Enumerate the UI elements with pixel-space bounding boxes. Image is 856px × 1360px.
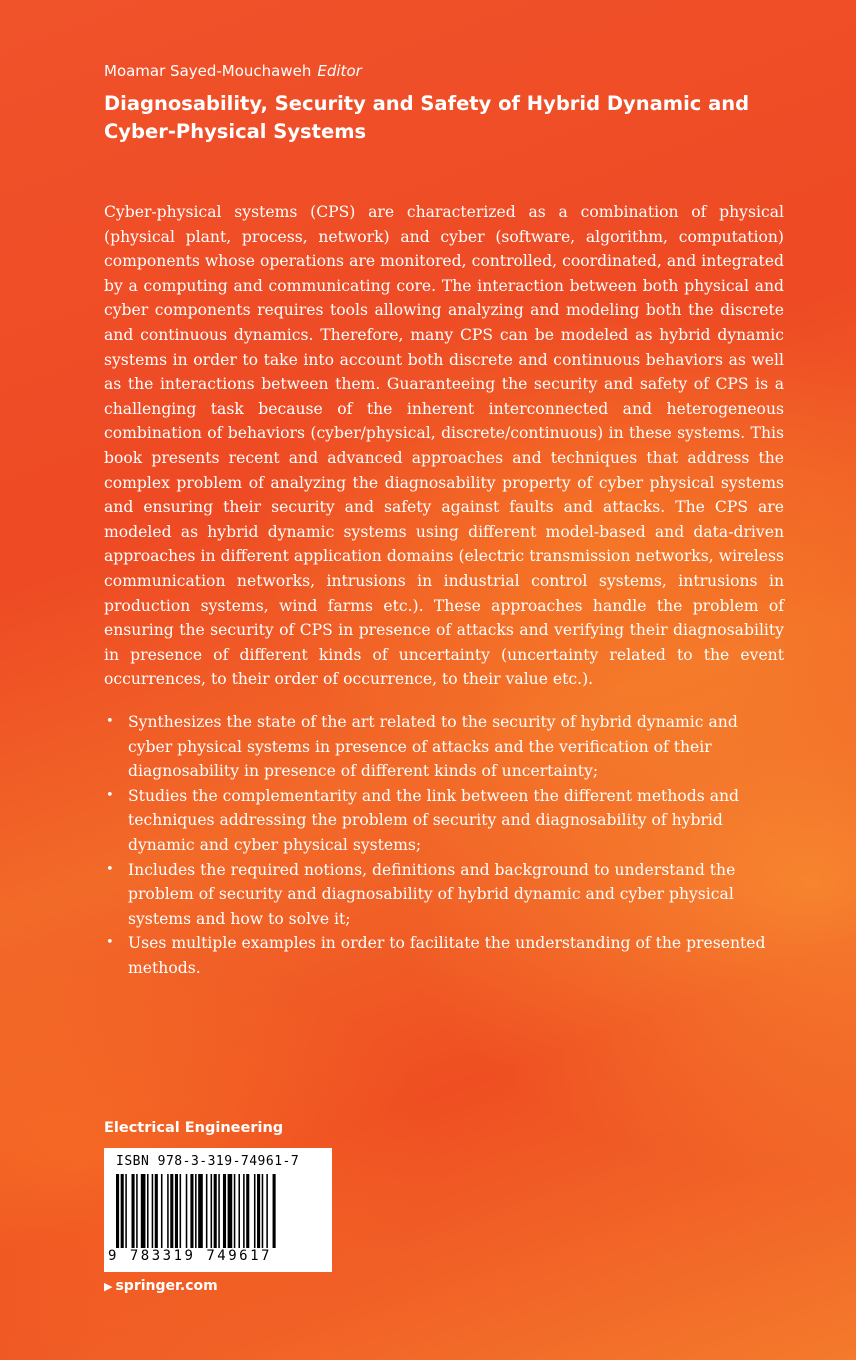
list-item	[104, 784, 784, 858]
barcode-bar	[243, 1174, 245, 1248]
editor-line	[104, 62, 362, 80]
barcode-bar	[147, 1174, 149, 1248]
list-item	[104, 858, 784, 932]
barcode-bar	[246, 1174, 249, 1248]
list-item-text: Synthesizes the state of the art related to the security of hybrid dynamic and cyber physical systems in presence of attacks and the verification of their diagnosability in presence of different kinds of uncertainty;	[128, 713, 738, 781]
list-item-text: Studies the complementarity and the link between the different methods and techniques addressing the problem of security and diagnosability of hybrid dynamic and cyber physical systems;	[128, 786, 740, 854]
barcode-bar	[257, 1174, 260, 1248]
barcode-bar	[262, 1174, 264, 1248]
barcode-bar	[155, 1174, 158, 1248]
barcode-bar	[228, 1174, 233, 1248]
barcode-bar	[121, 1174, 124, 1248]
list-item	[104, 931, 784, 980]
bullet-icon: •	[106, 861, 114, 877]
barcode-bar	[186, 1174, 188, 1248]
barcode-bar	[238, 1174, 240, 1248]
barcode-bar	[234, 1174, 236, 1248]
feature-list	[104, 710, 784, 981]
barcode-bar	[190, 1174, 193, 1248]
list-item	[104, 710, 784, 784]
editor-role: Editor	[317, 62, 362, 80]
barcode-bar	[214, 1174, 217, 1248]
barcode-bar	[167, 1174, 169, 1248]
book-title: Diagnosability, Security and Safety of Hybrid Dynamic and Cyber-Physical Systems	[104, 92, 750, 143]
barcode-bar	[254, 1174, 256, 1248]
barcode-bar	[211, 1174, 213, 1248]
barcode-digits: 9 783319 749617	[108, 1248, 272, 1264]
barcode-bar	[141, 1174, 146, 1248]
arrow-right-icon: ▶	[104, 1280, 113, 1293]
editor-name: Moamar Sayed-Mouchaweh	[104, 62, 312, 80]
barcode-bar	[175, 1174, 178, 1248]
barcode-bars	[116, 1174, 320, 1248]
barcode-bar	[266, 1174, 268, 1248]
barcode-bar	[161, 1174, 163, 1248]
barcode-bar	[195, 1174, 197, 1248]
barcode-bar	[170, 1174, 173, 1248]
list-item-text: Uses multiple examples in order to facilitate the understanding of the presented methods.	[128, 934, 766, 977]
barcode-bar	[273, 1174, 276, 1248]
book-description: Cyber-physical systems (CPS) are characterized as a combination of physical (physical plant, process, network) and cyber (software, algorithm, computation) components whose operations are monitored, controlled, coordinated, and integrated by a computing and communicating core. The interaction between both physical and cyber components requires tools allowing analyzing and modeling both the discrete and continuous dynamics. Therefore, many CPS can be modeled as hybrid dynamic systems in order to take into account both discrete and continuous behaviors as well as the interactions between them. Guaranteeing the security and safety of CPS is a challenging task because of the inherent interconnected and heterogeneous combination of behaviors (cyber/physical, discrete/continuous) in these systems. This book presents recent and advanced approaches and techniques that address the complex problem of analyzing the diagnosability property of cyber physical systems and ensuring their security and safety against faults and attacks. The CPS are modeled as hybrid dynamic systems using different model-based and data-driven approaches in different application domains (electric transmission networks, wireless communication networks, intrusions in industrial control systems, intrusions in production systems, wind farms etc.). These approaches handle the problem of ensuring the security of CPS in presence of attacks and verifying their diagnosability in presence of different kinds of uncertainty (uncertainty related to the event occurrences, to their order of occurrence, to their value etc.).	[104, 203, 784, 689]
subject-category: Electrical Engineering	[104, 1120, 284, 1136]
list-item-text: Includes the required notions, definitions and background to understand the problem of security and diagnosability of hybrid dynamic and cyber physical systems and how to solve it;	[128, 860, 736, 928]
publisher-website[interactable]	[104, 1278, 218, 1294]
website-label: springer.com	[115, 1278, 218, 1294]
barcode-bar	[223, 1174, 226, 1248]
barcode-bar	[206, 1174, 208, 1248]
barcode-bar	[136, 1174, 138, 1248]
bullet-icon: •	[106, 935, 114, 951]
isbn-label: ISBN 978-3-319-74961-7	[116, 1154, 300, 1169]
isbn-barcode	[104, 1148, 332, 1272]
barcode-bar	[152, 1174, 154, 1248]
barcode-bar	[132, 1174, 135, 1248]
barcode-bar	[116, 1174, 119, 1248]
barcode-bar	[180, 1174, 182, 1248]
barcode-bar	[218, 1174, 220, 1248]
barcode-bar	[198, 1174, 203, 1248]
barcode-bar	[125, 1174, 127, 1248]
bullet-icon: •	[106, 714, 114, 729]
bullet-icon: •	[106, 787, 114, 803]
